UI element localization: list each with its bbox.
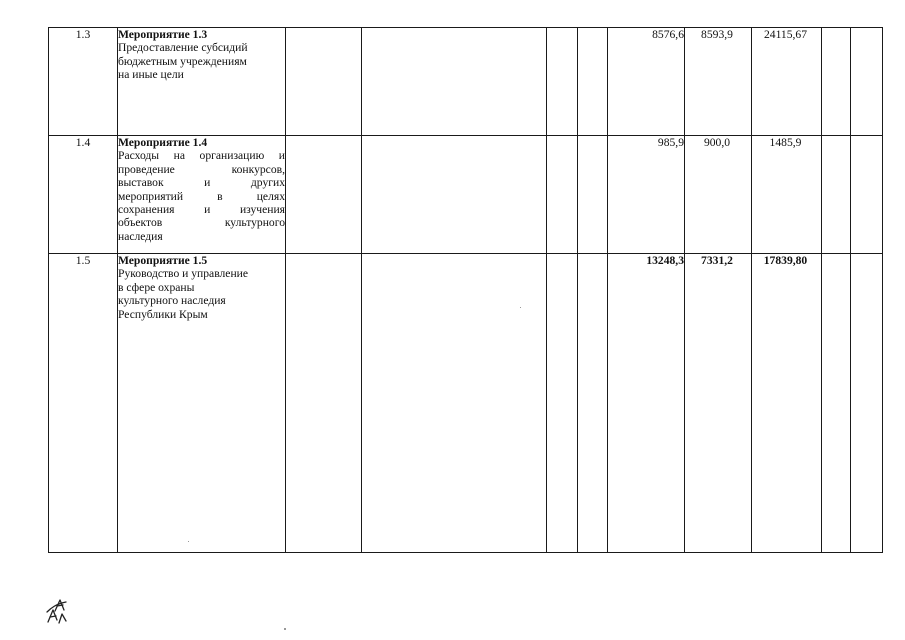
empty-cell bbox=[362, 136, 547, 254]
measure-description bbox=[118, 28, 286, 136]
measure-text-line: Предоставление субсидий bbox=[118, 41, 248, 55]
value-cell-3: 24115,67 bbox=[752, 28, 822, 136]
measure-title: Мероприятие 1.3 bbox=[118, 28, 208, 41]
program-measures-table bbox=[48, 27, 883, 553]
value-cell-1: 13248,3 bbox=[608, 254, 685, 553]
scan-speck bbox=[188, 541, 189, 542]
measure-text-line: Руководство и управление bbox=[118, 267, 248, 281]
empty-cell bbox=[851, 254, 883, 553]
empty-cell bbox=[547, 254, 578, 553]
row-number: 1.3 bbox=[49, 28, 118, 136]
empty-cell bbox=[578, 136, 608, 254]
empty-cell bbox=[851, 136, 883, 254]
measure-text-line: проведение конкурсов, bbox=[118, 162, 285, 176]
empty-cell bbox=[286, 254, 362, 553]
measure-text-line: мероприятий в целях bbox=[118, 189, 285, 203]
handwritten-initials-signature bbox=[44, 592, 72, 626]
measure-text-line: на иные цели bbox=[118, 68, 184, 82]
empty-cell bbox=[822, 254, 851, 553]
measure-text-line: Расходы на организацию и bbox=[118, 149, 285, 163]
value-cell-2: 8593,9 bbox=[685, 28, 752, 136]
scan-speck bbox=[520, 307, 521, 308]
empty-cell bbox=[851, 28, 883, 136]
empty-cell bbox=[578, 28, 608, 136]
empty-cell bbox=[362, 254, 547, 553]
measure-text-line: наследия bbox=[118, 229, 163, 243]
value-cell-2: 7331,2 bbox=[685, 254, 752, 553]
measure-text-line: Республики Крым bbox=[118, 307, 208, 321]
measure-text-line: культурного наследия bbox=[118, 294, 226, 308]
empty-cell bbox=[286, 136, 362, 254]
empty-cell bbox=[822, 28, 851, 136]
measure-text-line: бюджетным учреждениям bbox=[118, 54, 247, 68]
empty-cell bbox=[822, 136, 851, 254]
measure-description bbox=[118, 254, 286, 553]
row-number: 1.4 bbox=[49, 136, 118, 254]
empty-cell bbox=[578, 254, 608, 553]
measure-title: Мероприятие 1.5 bbox=[118, 254, 208, 267]
value-cell-1: 985,9 bbox=[608, 136, 685, 254]
scan-speck bbox=[284, 628, 286, 630]
value-cell-3: 1485,9 bbox=[752, 136, 822, 254]
table-row bbox=[49, 28, 883, 136]
empty-cell bbox=[362, 28, 547, 136]
empty-cell bbox=[547, 28, 578, 136]
empty-cell bbox=[547, 136, 578, 254]
row-number: 1.5 bbox=[49, 254, 118, 553]
empty-cell bbox=[286, 28, 362, 136]
table-row bbox=[49, 254, 883, 553]
measure-title: Мероприятие 1.4 bbox=[118, 136, 208, 149]
value-cell-1: 8576,6 bbox=[608, 28, 685, 136]
value-cell-2: 900,0 bbox=[685, 136, 752, 254]
measure-text-line: объектов культурного bbox=[118, 216, 285, 230]
measure-text-line: в сфере охраны bbox=[118, 280, 195, 294]
measure-description bbox=[118, 136, 286, 254]
value-cell-3: 17839,80 bbox=[752, 254, 822, 553]
table-row bbox=[49, 136, 883, 254]
measure-text-line: выставок и других bbox=[118, 176, 285, 190]
measure-text-line: сохранения и изучения bbox=[118, 203, 285, 217]
